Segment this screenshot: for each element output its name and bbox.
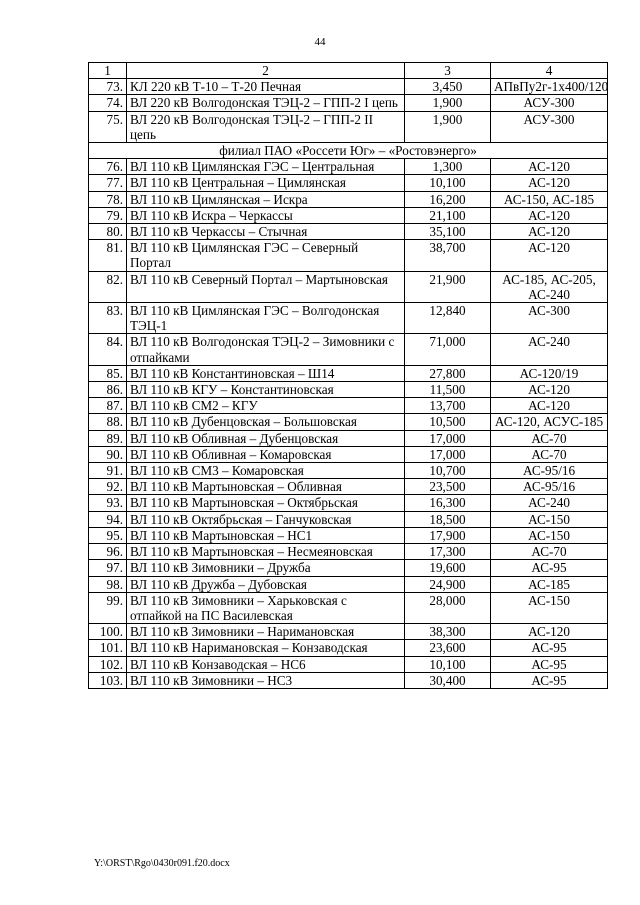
line-length: 1,900 <box>405 95 491 111</box>
line-length: 10,700 <box>405 463 491 479</box>
line-name: ВЛ 110 кВ Цимлянская ГЭС – Северный Портал <box>127 240 405 271</box>
line-name: ВЛ 110 кВ Цимлянская – Искра <box>127 191 405 207</box>
row-number: 78. <box>89 191 127 207</box>
wire-type: АС-95 <box>491 672 608 688</box>
row-number: 76. <box>89 159 127 175</box>
line-name: ВЛ 110 кВ Константиновская – Ш14 <box>127 365 405 381</box>
row-number: 94. <box>89 511 127 527</box>
line-name: ВЛ 220 кВ Волгодонская ТЭЦ-2 – ГПП-2 II цепь <box>127 111 405 142</box>
table-header-row <box>89 63 608 79</box>
table-row <box>89 640 608 656</box>
line-name: ВЛ 110 кВ КГУ – Константиновская <box>127 382 405 398</box>
column-header: 3 <box>405 63 491 79</box>
table-row <box>89 511 608 527</box>
wire-type: АСУ-300 <box>491 95 608 111</box>
row-number: 81. <box>89 240 127 271</box>
wire-type: АС-300 <box>491 303 608 334</box>
table-body-main <box>89 159 608 689</box>
row-number: 103. <box>89 672 127 688</box>
table-row <box>89 224 608 240</box>
column-header: 2 <box>127 63 405 79</box>
row-number: 89. <box>89 430 127 446</box>
wire-type: АС-150, АС-185 <box>491 191 608 207</box>
line-length: 28,000 <box>405 592 491 623</box>
wire-type: АС-185, АС-205, АС-240 <box>491 271 608 302</box>
wire-type: АС-240 <box>491 495 608 511</box>
line-length: 19,600 <box>405 560 491 576</box>
wire-type: АС-120 <box>491 224 608 240</box>
line-length: 17,000 <box>405 430 491 446</box>
row-number: 100. <box>89 624 127 640</box>
section-header-row <box>89 143 608 159</box>
wire-type: АС-95 <box>491 640 608 656</box>
wire-type: АС-120 <box>491 240 608 271</box>
line-name: ВЛ 110 кВ Мартыновская – Несмеяновская <box>127 544 405 560</box>
row-number: 87. <box>89 398 127 414</box>
row-number: 83. <box>89 303 127 334</box>
wire-type: АС-70 <box>491 544 608 560</box>
wire-type: АС-70 <box>491 446 608 462</box>
line-name: ВЛ 110 кВ Волгодонская ТЭЦ-2 – Зимовники с отпайками <box>127 334 405 365</box>
line-length: 17,900 <box>405 527 491 543</box>
table-row <box>89 544 608 560</box>
line-name: ВЛ 220 кВ Волгодонская ТЭЦ-2 – ГПП-2 I цепь <box>127 95 405 111</box>
lines-table <box>88 62 608 689</box>
line-name: ВЛ 110 кВ Черкассы – Стычная <box>127 224 405 240</box>
wire-type: АСУ-300 <box>491 111 608 142</box>
row-number: 91. <box>89 463 127 479</box>
table-row <box>89 111 608 142</box>
line-name: ВЛ 110 кВ Дубенцовская – Большовская <box>127 414 405 430</box>
row-number: 84. <box>89 334 127 365</box>
wire-type: АС-185 <box>491 576 608 592</box>
row-number: 80. <box>89 224 127 240</box>
line-length: 38,300 <box>405 624 491 640</box>
line-length: 12,840 <box>405 303 491 334</box>
row-number: 85. <box>89 365 127 381</box>
table-row <box>89 207 608 223</box>
line-name: ВЛ 110 кВ Зимовники – Харьковская с отпайкой на ПС Василевская <box>127 592 405 623</box>
table-row <box>89 495 608 511</box>
row-number: 88. <box>89 414 127 430</box>
row-number: 82. <box>89 271 127 302</box>
line-name: ВЛ 110 кВ СМ3 – Комаровская <box>127 463 405 479</box>
table-row <box>89 656 608 672</box>
line-length: 11,500 <box>405 382 491 398</box>
line-name: ВЛ 110 кВ Центральная – Цимлянская <box>127 175 405 191</box>
table-row <box>89 576 608 592</box>
table-row <box>89 527 608 543</box>
line-length: 35,100 <box>405 224 491 240</box>
row-number: 92. <box>89 479 127 495</box>
wire-type: АС-240 <box>491 334 608 365</box>
line-length: 16,300 <box>405 495 491 511</box>
wire-type: АС-120 <box>491 175 608 191</box>
line-length: 10,100 <box>405 175 491 191</box>
row-number: 77. <box>89 175 127 191</box>
line-name: ВЛ 110 кВ Северный Портал – Мартыновская <box>127 271 405 302</box>
table-row <box>89 463 608 479</box>
wire-type: АС-120 <box>491 382 608 398</box>
wire-type: АС-120, АСУС-185 <box>491 414 608 430</box>
line-length: 1,300 <box>405 159 491 175</box>
table-row <box>89 271 608 302</box>
table-row <box>89 95 608 111</box>
footer-file-path: Y:\ORST\Rgo\0430r091.f20.docx <box>94 858 230 869</box>
table-row <box>89 79 608 95</box>
line-length: 17,000 <box>405 446 491 462</box>
table-row <box>89 398 608 414</box>
line-name: ВЛ 110 кВ Дружба – Дубовская <box>127 576 405 592</box>
table-row <box>89 382 608 398</box>
row-number: 93. <box>89 495 127 511</box>
line-name: ВЛ 110 кВ Искра – Черкассы <box>127 207 405 223</box>
line-name: ВЛ 110 кВ Наримановская – Конзаводская <box>127 640 405 656</box>
table-row <box>89 365 608 381</box>
table-row <box>89 334 608 365</box>
row-number: 75. <box>89 111 127 142</box>
line-length: 16,200 <box>405 191 491 207</box>
table-row <box>89 446 608 462</box>
wire-type: АС-150 <box>491 592 608 623</box>
row-number: 97. <box>89 560 127 576</box>
line-name: ВЛ 110 кВ Цимлянская ГЭС – Волгодонская ТЭЦ-1 <box>127 303 405 334</box>
line-length: 10,500 <box>405 414 491 430</box>
row-number: 96. <box>89 544 127 560</box>
line-name: ВЛ 110 кВ Обливная – Дубенцовская <box>127 430 405 446</box>
line-name: ВЛ 110 кВ Мартыновская – НС1 <box>127 527 405 543</box>
table-row <box>89 560 608 576</box>
table-row <box>89 592 608 623</box>
row-number: 86. <box>89 382 127 398</box>
row-number: 73. <box>89 79 127 95</box>
wire-type: АС-120 <box>491 159 608 175</box>
wire-type: АС-95/16 <box>491 463 608 479</box>
line-length: 24,900 <box>405 576 491 592</box>
row-number: 101. <box>89 640 127 656</box>
line-length: 17,300 <box>405 544 491 560</box>
row-number: 74. <box>89 95 127 111</box>
line-length: 21,100 <box>405 207 491 223</box>
line-name: ВЛ 110 кВ Обливная – Комаровская <box>127 446 405 462</box>
row-number: 90. <box>89 446 127 462</box>
line-length: 27,800 <box>405 365 491 381</box>
page-number: 44 <box>314 36 326 48</box>
row-number: 99. <box>89 592 127 623</box>
line-name: ВЛ 110 кВ Цимлянская ГЭС – Центральная <box>127 159 405 175</box>
wire-type: АС-70 <box>491 430 608 446</box>
table-row <box>89 303 608 334</box>
row-number: 102. <box>89 656 127 672</box>
wire-type: АС-150 <box>491 511 608 527</box>
wire-type: АС-120 <box>491 398 608 414</box>
table-body-top <box>89 79 608 143</box>
table-row <box>89 175 608 191</box>
line-name: ВЛ 110 кВ Зимовники – НС3 <box>127 672 405 688</box>
wire-type: АС-95 <box>491 560 608 576</box>
line-length: 71,000 <box>405 334 491 365</box>
line-name: ВЛ 110 кВ Октябрьская – Ганчуковская <box>127 511 405 527</box>
wire-type: АПвПу2г-1х400/120 <box>491 79 608 95</box>
column-header: 4 <box>491 63 608 79</box>
line-length: 21,900 <box>405 271 491 302</box>
table-row <box>89 191 608 207</box>
row-number: 98. <box>89 576 127 592</box>
line-length: 30,400 <box>405 672 491 688</box>
table-row <box>89 414 608 430</box>
table-row <box>89 479 608 495</box>
table-row <box>89 672 608 688</box>
wire-type: АС-120 <box>491 207 608 223</box>
column-header: 1 <box>89 63 127 79</box>
line-name: ВЛ 110 кВ Зимовники – Дружба <box>127 560 405 576</box>
wire-type: АС-120 <box>491 624 608 640</box>
table-row <box>89 624 608 640</box>
line-length: 23,600 <box>405 640 491 656</box>
line-name: ВЛ 110 кВ СМ2 – КГУ <box>127 398 405 414</box>
line-length: 13,700 <box>405 398 491 414</box>
line-length: 23,500 <box>405 479 491 495</box>
table-row <box>89 159 608 175</box>
line-length: 3,450 <box>405 79 491 95</box>
section-title: филиал ПАО «Россети Юг» – «Ростовэнерго» <box>89 143 608 159</box>
wire-type: АС-95/16 <box>491 479 608 495</box>
line-name: ВЛ 110 кВ Мартыновская – Обливная <box>127 479 405 495</box>
row-number: 95. <box>89 527 127 543</box>
line-length: 18,500 <box>405 511 491 527</box>
line-name: ВЛ 110 кВ Мартыновская – Октябрьская <box>127 495 405 511</box>
line-length: 10,100 <box>405 656 491 672</box>
table-row <box>89 430 608 446</box>
line-name: ВЛ 110 кВ Зимовники – Наримановская <box>127 624 405 640</box>
wire-type: АС-95 <box>491 656 608 672</box>
table-row <box>89 240 608 271</box>
line-name: ВЛ 110 кВ Конзаводская – НС6 <box>127 656 405 672</box>
line-length: 1,900 <box>405 111 491 142</box>
row-number: 79. <box>89 207 127 223</box>
line-name: КЛ 220 кВ Т-10 – Т-20 Печная <box>127 79 405 95</box>
line-length: 38,700 <box>405 240 491 271</box>
wire-type: АС-120/19 <box>491 365 608 381</box>
wire-type: АС-150 <box>491 527 608 543</box>
section-header-body <box>89 143 608 159</box>
